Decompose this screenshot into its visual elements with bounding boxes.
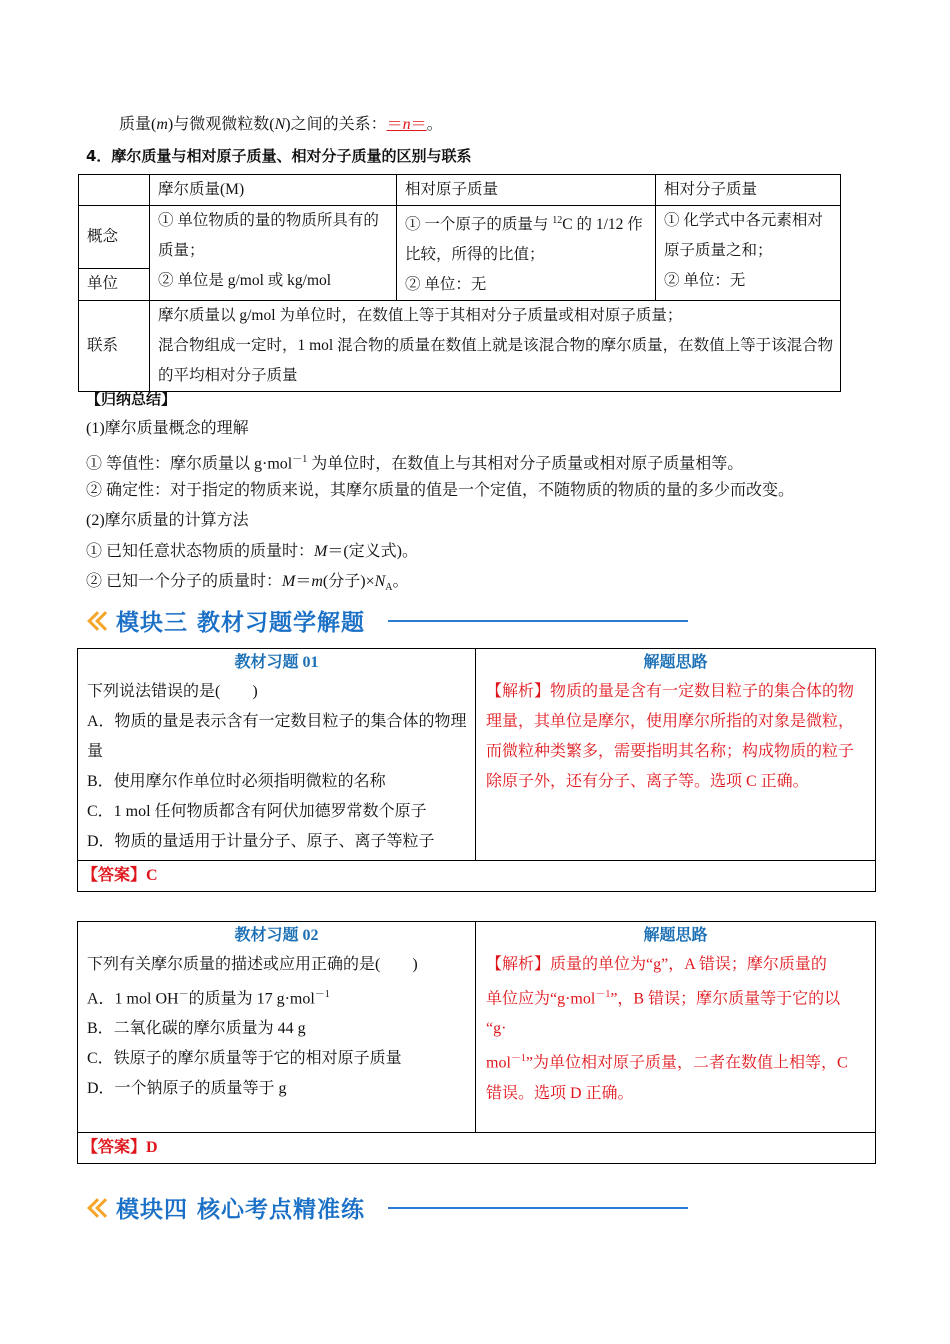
molecular-concept-cell [656,206,841,301]
exercise-02-question: 下列有关摩尔质量的描述或应用正确的是( ) [87,956,418,973]
analysis-l4-sup: －1 [510,1053,526,1065]
col-header-atomic-mass: 相对原子质量 [397,175,656,206]
molecular-unit-text: ② 单位：无 [664,272,746,289]
option-a-pre: A．1 mol OH [87,990,179,1008]
symbol-n: n [402,116,411,133]
exercise-02-option-d: D．一个钠原子的质量等于 g [87,1080,287,1098]
atomic-concept-sup: 12 [552,215,563,226]
module-4-header [88,1189,708,1225]
exercise-02-analysis-line-3: “g· [486,1020,507,1038]
relation-text: )之间的关系： [285,116,387,133]
symbol-m: m [156,116,168,133]
option-a-sup2: －1 [314,989,330,1000]
option-a-mid: 的质量为 17 g·mol [188,990,315,1008]
exercise-02-analysis-line-2 [476,980,875,1014]
table-corner-cell [79,175,150,206]
analysis-l2-post: ”，B 错误；摩尔质量等于它的以 [610,990,841,1008]
exercise-01-option-d: D．物质的量适用于计量分子、原子、离子等粒子 [87,833,435,850]
summary-item-2a [86,539,418,565]
symbol-M: M [314,543,328,560]
summary-item-1a [86,447,743,473]
summary-1a-sup: －1 [292,454,308,465]
exercise-02-analysis-header: 解题思路 [643,927,708,944]
analysis-l4-post: ”为单位相对原子质量，二者在数值上相等，C [525,1054,848,1072]
exercise-01-analysis-header: 解题思路 [643,654,708,671]
symbol-N: N [274,116,286,133]
option-a-sup1: － [178,989,189,1000]
summary-item-1: (1)摩尔质量概念的理解 [86,420,249,437]
symbol-m: m [311,573,323,590]
summary-2b-eq: ＝ [295,573,312,590]
mass-relation-line [119,112,443,138]
link-cell [150,301,841,392]
relation-text: )与微观微粒数( [167,116,275,133]
symbol-M: M [282,573,296,590]
exercise-01-header: 教材习题 01 [234,654,319,671]
module-4-title: 模块四 核心考点精准练 [116,1196,366,1223]
molar-concept-cell [150,206,397,301]
exercise-02-analysis-line-5: 错误。选项 D 正确。 [486,1084,634,1102]
double-chevron-icon [88,609,110,631]
double-chevron-icon [88,1196,110,1218]
atomic-concept-a: ① 一个原子的质量与 [405,216,553,234]
summary-2a-post: ＝(定义式)。 [327,543,419,560]
summary-1a-post: 为单位时，在数值上与其相对分子质量或相对原子质量相等。 [307,455,744,473]
exercise-01-question-panel [78,649,476,860]
molar-concept-text: ① 单位物质的量的物质所具有的质量； [158,212,379,259]
module-4-rule [388,1207,688,1209]
exercise-02-option-a [78,980,475,1014]
exercise-02-answer: 【答案】D [78,1132,875,1163]
formula-eq: ＝ [386,116,403,133]
module-3-title: 模块三 教材习题学解题 [116,609,366,636]
summary-1a-pre: ① 等值性：摩尔质量以 g·mol [86,455,293,473]
row-header-link: 联系 [79,301,150,392]
exercise-02-analysis-panel [476,922,875,1132]
summary-2b-pre: ② 已知一个分子的质量时： [86,573,283,590]
col-header-molar-mass: 摩尔质量(M) [150,175,397,206]
exercise-02-analysis-line-1: 【解析】质量的单位为“g”，A 错误；摩尔质量的 [486,956,827,973]
symbol-sub-A: A [385,582,393,594]
exercise-01-box [77,648,876,892]
row-header-unit: 单位 [79,268,150,300]
exercise-01-option-a: A．物质的量是表示含有一定数目粒子的集合体的物理量 [87,713,467,760]
atomic-concept-b: C 的 1/12 作比较，所得的比值； [405,216,643,264]
symbol-N: N [374,573,386,590]
exercise-02-option-c: C．铁原子的摩尔质量等于它的相对原子质量 [87,1050,402,1068]
summary-2a-pre: ① 已知任意状态物质的质量时： [86,543,315,560]
atomic-unit-text: ② 单位：无 [405,276,487,294]
summary-item-2b [86,569,409,595]
summary-item-2: (2)摩尔质量的计算方法 [86,512,249,529]
exercise-01-option-c: C．1 mol 任何物质都含有阿伏加德罗常数个原子 [87,803,427,820]
exercise-02-header: 教材习题 02 [234,927,319,944]
exercise-02-box [77,921,876,1164]
link-line-2: 混合物组成一定时，1 mol 混合物的质量在数值上就是该混合物的摩尔质量，在数值上等于该混合物的平均相对分子质量 [158,337,834,385]
row-header-concept: 概念 [79,206,150,269]
section-4-heading: 4．摩尔质量与相对原子质量、相对分子质量的区别与联系 [86,147,472,165]
molar-unit-text: ② 单位是 g/mol 或 kg/mol [158,272,332,289]
exercise-02-question-panel [78,922,476,1132]
analysis-l4-pre: mol [486,1054,511,1072]
comparison-table [78,174,841,392]
module-3-rule [388,620,688,622]
relation-text: 质量( [119,116,157,133]
exercise-01-option-b: B．使用摩尔作单位时必须指明微粒的名称 [87,773,386,790]
summary-title: 【归纳总结】 [86,390,177,408]
col-header-molecular-mass: 相对分子质量 [656,175,841,206]
link-line-1: 摩尔质量以 g/mol 为单位时，在数值上等于其相对分子质量或相对原子质量； [158,307,683,325]
atomic-concept-text [405,206,649,270]
summary-2b-mid: (分子)× [322,573,375,590]
exercise-01-analysis: 【解析】物质的量是含有一定数目粒子的集合体的物理量，其单位是摩尔，使用摩尔所指的对象是微粒，而微粒种类繁多，需要指明其名称；构成物质的粒子除原子外，还有分子、离子等。选项 C 正确。 [486,683,855,790]
exercise-01-question: 下列说法错误的是( ) [87,683,258,700]
exercise-01-analysis-panel [476,649,875,860]
module-3-header [88,602,708,638]
exercise-02-option-b: B．二氧化碳的摩尔质量为 44 g [87,1020,306,1038]
analysis-l2-sup: －1 [595,989,611,1000]
exercise-01-answer: 【答案】C [78,860,875,891]
analysis-l2-pre: 单位应为“g·mol [486,990,596,1008]
relation-end: 。 [426,116,443,133]
summary-item-1b: ② 确定性：对于指定的物质来说，其摩尔质量的值是一个定值，不随物质的物质的量的多少而改变。 [86,482,795,499]
atomic-concept-cell [397,206,656,301]
summary-2b-end: 。 [392,573,409,590]
molecular-concept-text: ① 化学式中各元素相对原子质量之和； [664,212,823,259]
relation-formula [387,116,427,133]
exercise-02-analysis-line-4 [476,1044,875,1078]
formula-eq: ＝ [410,116,427,133]
